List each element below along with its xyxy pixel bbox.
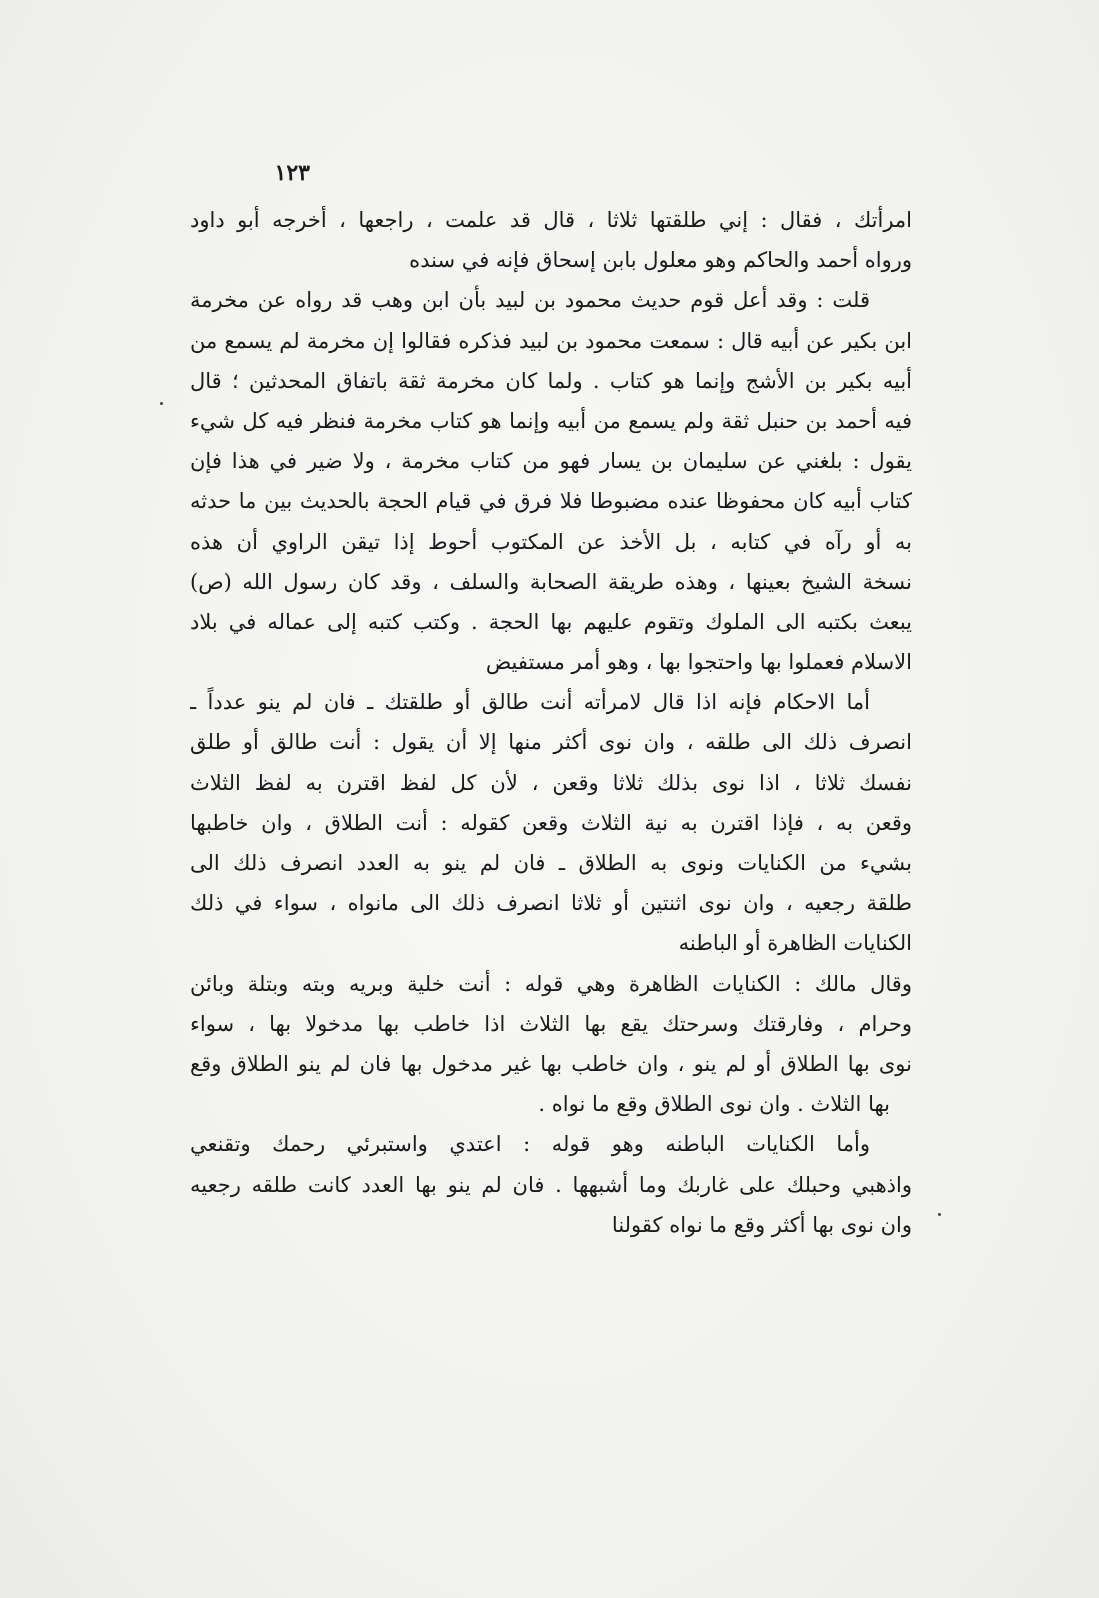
- text-line: بشيء من الكنايات ونوى به الطلاق ـ فان لم ينو به العدد انصرف ذلك الى: [190, 851, 912, 875]
- scan-speck: [938, 1213, 941, 1216]
- text-line: أبيه بكير بن الأشج وإنما هو كتاب . ولما كان مخرمة ثقة باتفاق المحدثين ؛ قال: [190, 368, 912, 393]
- text-line: نوى بها الطلاق أو لم ينو ، وان خاطب بها غير مدخول بها فان لم ينو الطلاق وقع: [190, 1051, 912, 1076]
- text-line: بها الثلاث . وان نوى الطلاق وقع ما نواه .: [538, 1092, 890, 1117]
- text-line: نفسك ثلاثا ، اذا نوى بذلك ثلاثا وقعن ، لأن كل لفظ اقترن به لفظ الثلاث: [190, 770, 912, 795]
- page-number: ١٢٣: [274, 160, 310, 186]
- text-line: وأما الكنايات الباطنه وهو قوله : اعتدي واستبرئي رحمك وتقنعي: [190, 1132, 870, 1157]
- body-text: [190, 200, 912, 1245]
- text-line: وان نوى بها أكثر وقع ما نواه كقولنا: [611, 1212, 912, 1237]
- scan-speck: [160, 402, 163, 405]
- text-line: ابن بكير عن أبيه قال : سمعت محمود بن لبيد فذكره فقالوا إن مخرمة لم يسمع من: [190, 328, 912, 353]
- text-line: أما الاحكام فإنه اذا قال لامرأته أنت طالق أو طلقتك ـ فان لم ينو عدداً ـ: [190, 690, 870, 715]
- text-line: يبعث بكتبه الى الملوك وتقوم عليهم بها الحجة . وكتب كتبه إلى عماله في بلاد: [190, 609, 912, 634]
- text-line: طلقة رجعيه ، وان نوى اثنتين أو ثلاثا انصرف ذلك الى مانواه ، سواء في ذلك: [190, 891, 912, 916]
- text-line: فيه أحمد بن حنبل ثقة ولم يسمع من أبيه وإنما هو كتاب مخرمة فنظر فيه كل شيء: [190, 408, 912, 433]
- text-line: به أو رآه في كتابه ، بل الأخذ عن المكتوب أحوط إذا تيقن الراوي أن هذه: [190, 529, 912, 554]
- text-line: كتاب أبيه كان محفوظا عنده مضبوطا فلا فرق في قيام الحجة بالحديث بين ما حدثه: [190, 489, 912, 514]
- text-line: واذهبي وحبلك على غاربك وما أشبهها . فان لم ينو بها العدد كانت طلقه رجعيه: [190, 1172, 912, 1197]
- text-line: نسخة الشيخ بعينها ، وهذه طريقة الصحابة والسلف ، وقد كان رسول الله (ص): [190, 569, 912, 594]
- text-line: قلت : وقد أعل قوم حديث محمود بن لبيد بأن ابن وهب قد رواه عن مخرمة: [190, 288, 870, 313]
- text-line: انصرف ذلك الى طلقه ، وان نوى أكثر منها إلا أن يقول : أنت طالق أو طلق: [190, 730, 912, 755]
- text-line: يقول : بلغني عن سليمان بن يسار فهو من كتاب مخرمة ، ولا ضير في هذا فإن: [190, 449, 912, 474]
- text-line: امرأتك ، فقال : إني طلقتها ثلاثا ، قال قد علمت ، راجعها ، أخرجه أبو داود: [190, 208, 912, 232]
- text-line: الكنايات الظاهرة أو الباطنه: [678, 931, 912, 956]
- text-line: ورواه أحمد والحاكم وهو معلول بابن إسحاق فإنه في سنده: [409, 248, 912, 273]
- text-line: وقال مالك : الكنايات الظاهرة وهي قوله : أنت خلية وبريه وبته وبتلة وبائن: [190, 971, 912, 996]
- text-line: وقعن به ، فإذا اقترن به نية الثلاث وقعن كقوله : أنت الطلاق ، وان خاطبها: [190, 810, 912, 835]
- text-line: الاسلام فعملوا بها واحتجوا بها ، وهو أمر مستفيض: [485, 650, 912, 675]
- text-line: وحرام ، وفارقتك وسرحتك يقع بها الثلاث اذا خاطب بها مدخولا بها ، سواء: [190, 1011, 912, 1036]
